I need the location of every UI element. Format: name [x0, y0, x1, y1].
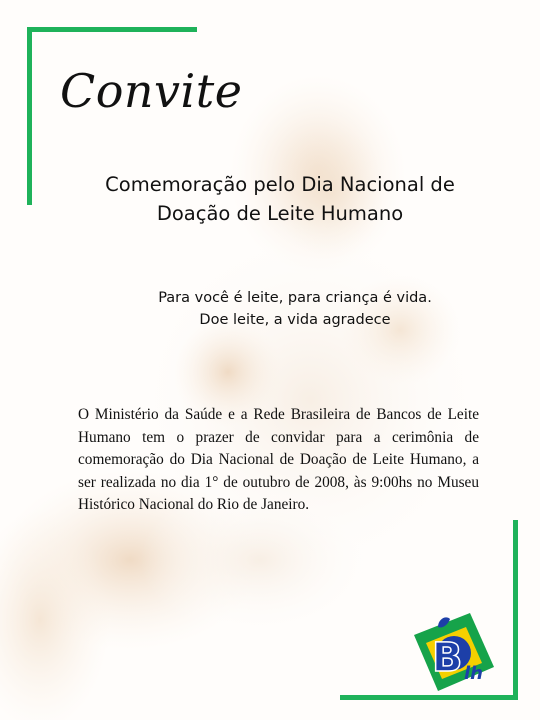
logo-suffix: lh: [464, 663, 483, 684]
slogan: [110, 287, 480, 331]
frame-top-left-vertical: [27, 27, 32, 205]
slogan-line: Doe leite, a vida agradece: [199, 312, 391, 328]
event-title-line: Comemoração pelo Dia Nacional de: [105, 173, 455, 196]
event-title-line: Doação de Leite Humano: [156, 202, 404, 225]
invitation-body: O Ministério da Saúde e a Rede Brasileira de Bancos de Leite Humano tem o prazer de convidar para a cerimônia de comemoração do Dia Nacional de Doação de Leite Humano, a ser realizada no dia 1° de outubro de 2008, às 9:00hs no Museu Histórico Nacional do Rio de Janeiro.: [78, 406, 479, 513]
frame-top-left-horizontal: [27, 27, 197, 32]
rblh-logo-icon: [408, 605, 500, 697]
invitation-heading: Convite: [60, 64, 243, 118]
event-title: [70, 170, 490, 228]
logo-letter: B: [432, 635, 463, 681]
slogan-line: Para você é leite, para criança é vida.: [158, 290, 432, 306]
frame-bottom-right-vertical: [513, 520, 518, 700]
